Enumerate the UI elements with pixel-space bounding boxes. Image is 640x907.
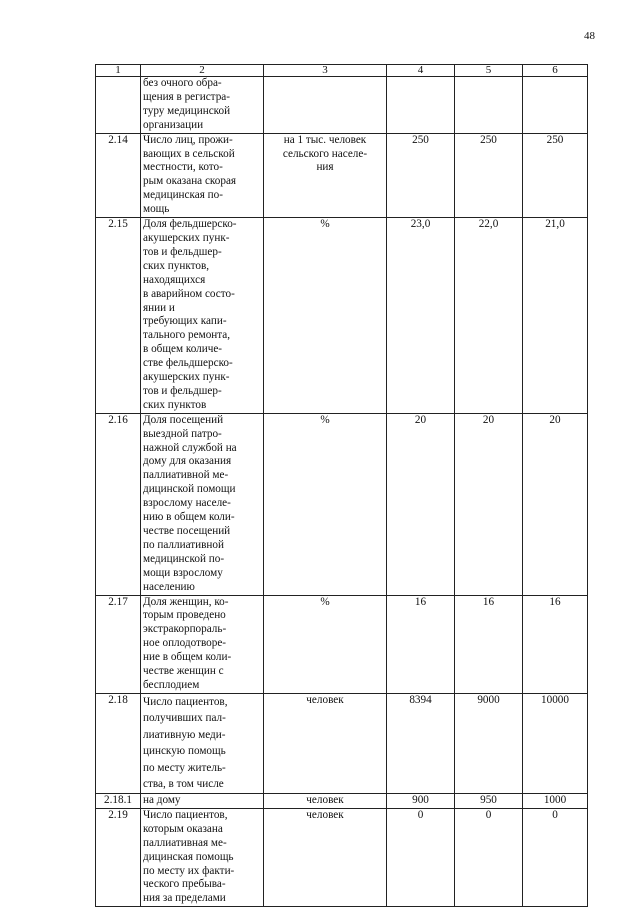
- value-2023: 250: [523, 133, 588, 217]
- indicator-table: [95, 64, 588, 907]
- value-2021: 23,0: [387, 218, 455, 414]
- row-number: 2.18: [96, 693, 141, 793]
- header-cell: 2: [141, 65, 264, 77]
- unit-cell: %: [264, 595, 387, 693]
- row-number: 2.17: [96, 595, 141, 693]
- row-number: 2.14: [96, 133, 141, 217]
- unit-cell: на 1 тыс. человек сельского населе- ния: [264, 133, 387, 217]
- value-2023: 16: [523, 595, 588, 693]
- row-number: 2.15: [96, 218, 141, 414]
- table-row: [96, 77, 588, 134]
- value-2021: 8394: [387, 693, 455, 793]
- value-2022: 22,0: [455, 218, 523, 414]
- value-2023: 20: [523, 413, 588, 595]
- header-cell: 4: [387, 65, 455, 77]
- indicator-name: Доля посещений выездной патро- нажной службой на дому для оказания паллиативной ме- дицинской помощи взрослому населе- нию в общем коли- честве посещений по паллиативной медицинской по- мощи взрослому населению: [141, 413, 264, 595]
- unit-cell: человек: [264, 793, 387, 808]
- table-body: [96, 65, 588, 907]
- table-row: [96, 413, 588, 595]
- row-number: 2.19: [96, 808, 141, 906]
- unit-cell: %: [264, 218, 387, 414]
- table-row: [96, 133, 588, 217]
- unit-cell: [264, 77, 387, 134]
- value-2021: 16: [387, 595, 455, 693]
- value-2023: 1000: [523, 793, 588, 808]
- value-2021: 250: [387, 133, 455, 217]
- page-number: 48: [584, 30, 595, 42]
- unit-cell: %: [264, 413, 387, 595]
- value-2022: 9000: [455, 693, 523, 793]
- value-2021: 0: [387, 808, 455, 906]
- header-cell: 3: [264, 65, 387, 77]
- indicator-name: Доля женщин, ко- торым проведено экстракорпораль- ное оплодотворе- ние в общем коли- честве женщин с бесплодием: [141, 595, 264, 693]
- header-row: [96, 65, 588, 77]
- value-2023: 10000: [523, 693, 588, 793]
- value-2022: 950: [455, 793, 523, 808]
- value-2022: [455, 77, 523, 134]
- value-2023: 0: [523, 808, 588, 906]
- value-2022: 0: [455, 808, 523, 906]
- indicator-name: Доля фельдшерско- акушерских пунк- тов и фельдшер- ских пунктов, находящихся в аварийном состо- янии и требующих капи- тального ремонта, в общем количе- стве фельдшерско- акушерских пунк- тов и фельдшер- ских пунктов: [141, 218, 264, 414]
- table-row: [96, 595, 588, 693]
- indicator-name: Число лиц, прожи- вающих в сельской местности, кото- рым оказана скорая медицинская по- мощь: [141, 133, 264, 217]
- table-row: [96, 808, 588, 906]
- indicator-name: Число пациентов, получивших пал- лиативную меди- цинскую помощь по месту житель- ства, в том числе: [141, 693, 264, 793]
- table-row: [96, 793, 588, 808]
- row-number: 2.18.1: [96, 793, 141, 808]
- value-2021: [387, 77, 455, 134]
- indicator-name: на дому: [141, 793, 264, 808]
- row-number: [96, 77, 141, 134]
- header-cell: 1: [96, 65, 141, 77]
- value-2022: 16: [455, 595, 523, 693]
- value-2022: 250: [455, 133, 523, 217]
- value-2022: 20: [455, 413, 523, 595]
- header-cell: 5: [455, 65, 523, 77]
- table-row: [96, 693, 588, 793]
- indicator-name: без очного обра- щения в регистра- туру медицинской организации: [141, 77, 264, 134]
- header-cell: 6: [523, 65, 588, 77]
- value-2021: 900: [387, 793, 455, 808]
- unit-cell: человек: [264, 808, 387, 906]
- value-2021: 20: [387, 413, 455, 595]
- unit-cell: человек: [264, 693, 387, 793]
- value-2023: [523, 77, 588, 134]
- table-row: [96, 218, 588, 414]
- value-2023: 21,0: [523, 218, 588, 414]
- row-number: 2.16: [96, 413, 141, 595]
- indicator-name: Число пациентов, которым оказана паллиативная ме- дицинская помощь по месту их факти- ческого пребыва- ния за пределами: [141, 808, 264, 906]
